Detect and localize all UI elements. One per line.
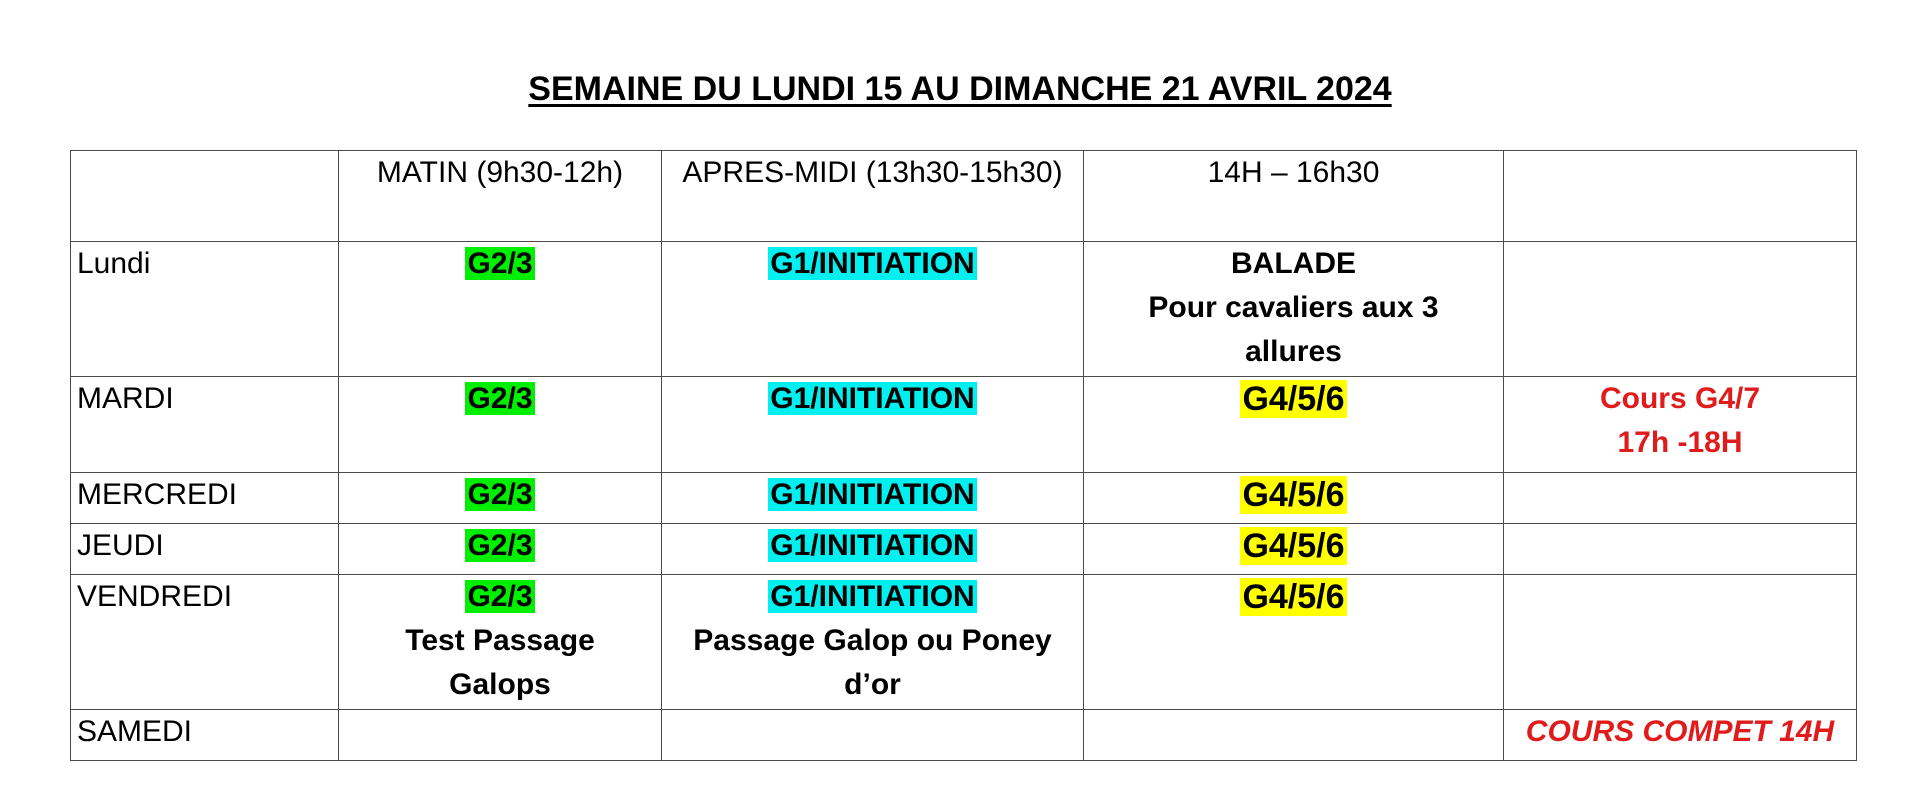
group-badge: G4/5/6 <box>1242 578 1345 616</box>
header-slot3: 14H – 16h30 <box>1084 151 1504 242</box>
day-label: MERCREDI <box>71 473 339 524</box>
cell-matin <box>339 710 662 761</box>
cell-apresmidi <box>662 710 1084 761</box>
balade-note: Pour cavaliers aux 3 allures <box>1148 291 1439 368</box>
cell-apresmidi <box>662 473 1084 524</box>
group-badge: G2/3 <box>467 382 533 415</box>
cell-extra <box>1504 524 1857 575</box>
cell-slot3 <box>1084 242 1504 377</box>
row-jeudi <box>71 524 1857 575</box>
cell-apresmidi <box>662 242 1084 377</box>
header-extra <box>1504 151 1857 242</box>
cell-extra <box>1504 575 1857 710</box>
group-badge: G4/5/6 <box>1242 380 1345 418</box>
cell-apresmidi <box>662 524 1084 575</box>
day-label: SAMEDI <box>71 710 339 761</box>
group-badge: G1/INITIATION <box>770 580 975 613</box>
group-badge: G1/INITIATION <box>770 247 975 280</box>
cell-slot3 <box>1084 710 1504 761</box>
header-apresmidi: APRES-MIDI (13h30-15h30) <box>662 151 1084 242</box>
schedule-table <box>70 150 1857 761</box>
cell-matin <box>339 242 662 377</box>
cell-extra <box>1504 377 1857 473</box>
group-badge: G2/3 <box>467 478 533 511</box>
cell-slot3 <box>1084 524 1504 575</box>
day-label: JEUDI <box>71 524 339 575</box>
row-mardi <box>71 377 1857 473</box>
group-badge: G4/5/6 <box>1242 527 1345 565</box>
cell-extra <box>1504 242 1857 377</box>
group-badge: G1/INITIATION <box>770 382 975 415</box>
group-badge: G4/5/6 <box>1242 476 1345 514</box>
extra-course: Cours G4/7 <box>1599 382 1761 415</box>
cell-apresmidi <box>662 575 1084 710</box>
page-title: SEMAINE DU LUNDI 15 AU DIMANCHE 21 AVRIL 2024 <box>528 70 1392 108</box>
day-label: Lundi <box>71 242 339 377</box>
cell-matin <box>339 473 662 524</box>
cell-apresmidi <box>662 377 1084 473</box>
group-badge: G2/3 <box>467 247 533 280</box>
row-lundi <box>71 242 1857 377</box>
group-badge: G2/3 <box>467 529 533 562</box>
group-badge: G1/INITIATION <box>770 478 975 511</box>
cell-matin <box>339 524 662 575</box>
matin-note: Test Passage Galops <box>405 624 595 701</box>
day-label: VENDREDI <box>71 575 339 710</box>
cell-matin <box>339 377 662 473</box>
cell-matin <box>339 575 662 710</box>
row-mercredi <box>71 473 1857 524</box>
cell-extra <box>1504 710 1857 761</box>
extra-time: 17h -18H <box>1617 426 1743 459</box>
header-row <box>71 151 1857 242</box>
balade-title: BALADE <box>1231 247 1356 280</box>
row-vendredi <box>71 575 1857 710</box>
header-day <box>71 151 339 242</box>
cell-slot3 <box>1084 575 1504 710</box>
compet-course: COURS COMPET 14H <box>1525 715 1835 748</box>
cell-slot3 <box>1084 473 1504 524</box>
cell-slot3 <box>1084 377 1504 473</box>
apresmidi-note: Passage Galop ou Poney d’or <box>693 624 1052 701</box>
header-matin: MATIN (9h30-12h) <box>339 151 662 242</box>
day-label: MARDI <box>71 377 339 473</box>
group-badge: G1/INITIATION <box>770 529 975 562</box>
cell-extra <box>1504 473 1857 524</box>
group-badge: G2/3 <box>467 580 533 613</box>
row-samedi <box>71 710 1857 761</box>
